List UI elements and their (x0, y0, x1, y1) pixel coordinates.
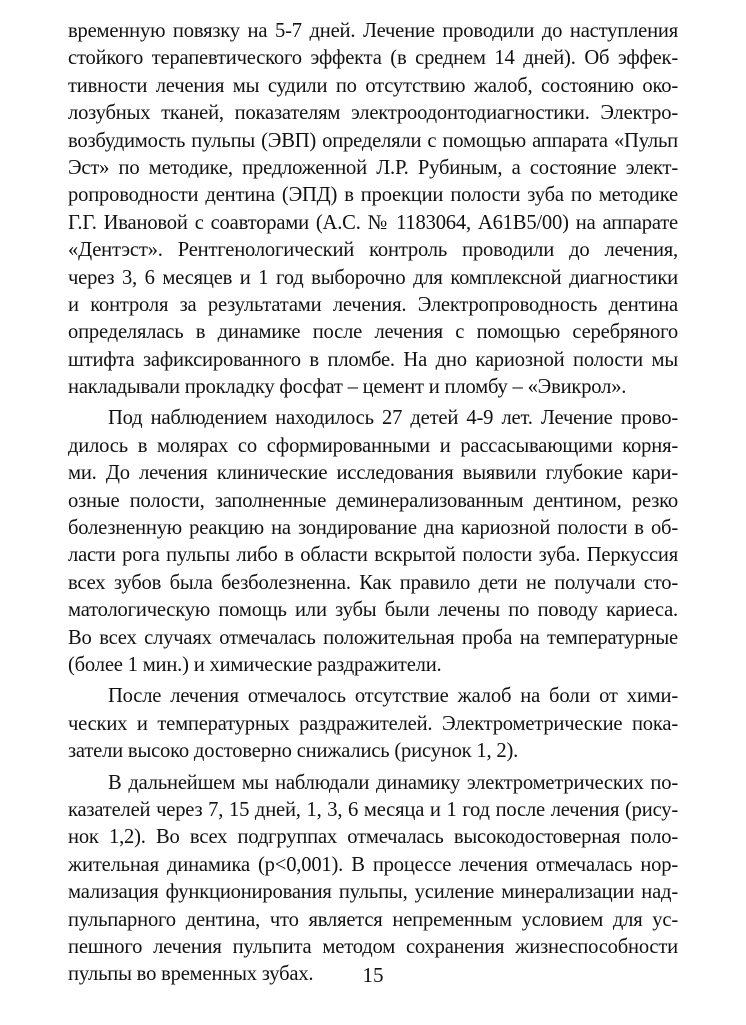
text-line: штифта зафиксированного в пломбе. На дно кариозной полости мы (68, 348, 678, 371)
text-line: ческих и температурных раздражителей. Электрометрические пока- (68, 712, 678, 735)
page-number: 15 (362, 963, 384, 987)
text-line: возбудимость пульпы (ЭВП) определяли с помощью аппарата «Пульп (68, 129, 678, 152)
text-line: и контроля за результатами лечения. Электропроводность дентина (68, 293, 678, 316)
text-line: временную повязку на 5-7 дней. Лечение проводили до наступления (68, 20, 678, 42)
text-line: дилось в молярах со сформированными и рассасывающими корня- (68, 434, 678, 457)
text-line: через 3, 6 месяцев и 1 год выборочно для комплексной диагностики (68, 266, 678, 289)
text-line: затели высоко достоверно снижались (рисунок 1, 2). (68, 740, 519, 763)
text-line: ми. До лечения клинические исследования выявили глубокие кари- (68, 462, 678, 485)
text-line: Под наблюдением находилось 27 детей 4-9 лет. Лечение прово- (108, 407, 678, 430)
text-line: лозубных тканей, показателям электроодонтодиагностики. Электро- (68, 102, 678, 125)
text-line: пульпы во временных зубах. (68, 963, 314, 986)
text-line: озные полости, заполненные деминерализованным дентином, резко (68, 489, 678, 512)
text-line: тивности лечения мы судили по отсутствию жалоб, состоянию око- (68, 74, 678, 97)
text-line: матологическую помощь или зубы были лечены по поводу кариеса. (68, 599, 678, 622)
text-line: жительная динамика (р<0,001). В процессе лечения отмечалась нор- (68, 853, 678, 876)
text-line: После лечения отмечалось отсутствие жалоб на боли от хими- (108, 685, 678, 708)
text-line: болезненную реакцию на зондирование дна кариозной полости в об- (68, 517, 678, 540)
text-line: Эст» по методике, предложенной Л.Р. Рубиным, а состояние элект- (68, 156, 678, 179)
text-line: нок 1,2). Во всех подгруппах отмечалась высокодостоверная поло- (68, 826, 678, 849)
text-line: казателей через 7, 15 дней, 1, 3, 6 месяца и 1 год после лечения (рису- (68, 798, 678, 821)
text-line: накладывали прокладку фосфат – цемент и пломбу – «Эвикрол». (68, 376, 627, 399)
text-line: мализация функционирования пульпы, усиление минерализации над- (68, 881, 678, 904)
text-line: всех зубов была безболезненна. Как правило дети не получали сто- (68, 571, 678, 594)
text-line: пешного лечения пульпита методом сохранения жизнеспособности (68, 935, 678, 958)
text-line: ропроводности дентина (ЭПД) в проекции полости зуба по методике (68, 184, 678, 207)
text-line: В дальнейшем мы наблюдали динамику электрометрических по- (108, 771, 678, 794)
text-line: Во всех случаях отмечалась положительная проба на температурные (68, 626, 678, 649)
text-line: стойкого терапевтического эффекта (в среднем 14 дней). Об эффек- (68, 47, 678, 70)
text-line: Г.Г. Ивановой с соавторами (А.С. № 1183064, А61В5/00) на аппарате (68, 211, 678, 234)
text-line: «Дентэст». Рентгенологический контроль проводили до лечения, (68, 239, 678, 262)
text-line: определялась в динамике после лечения с помощью серебряного (68, 321, 678, 344)
paragraph-1 (68, 18, 678, 401)
text-line: ласти рога пульпы либо в области вскрытой полости зуба. Перкуссия (68, 544, 678, 567)
paragraph-2 (68, 405, 678, 679)
paragraph-3 (68, 683, 678, 765)
body-text (68, 18, 678, 993)
text-line: (более 1 мин.) и химические раздражители. (68, 653, 442, 676)
paragraph-4 (68, 770, 678, 989)
text-line: пульпарного дентина, что является непременным условием для ус- (68, 908, 678, 931)
